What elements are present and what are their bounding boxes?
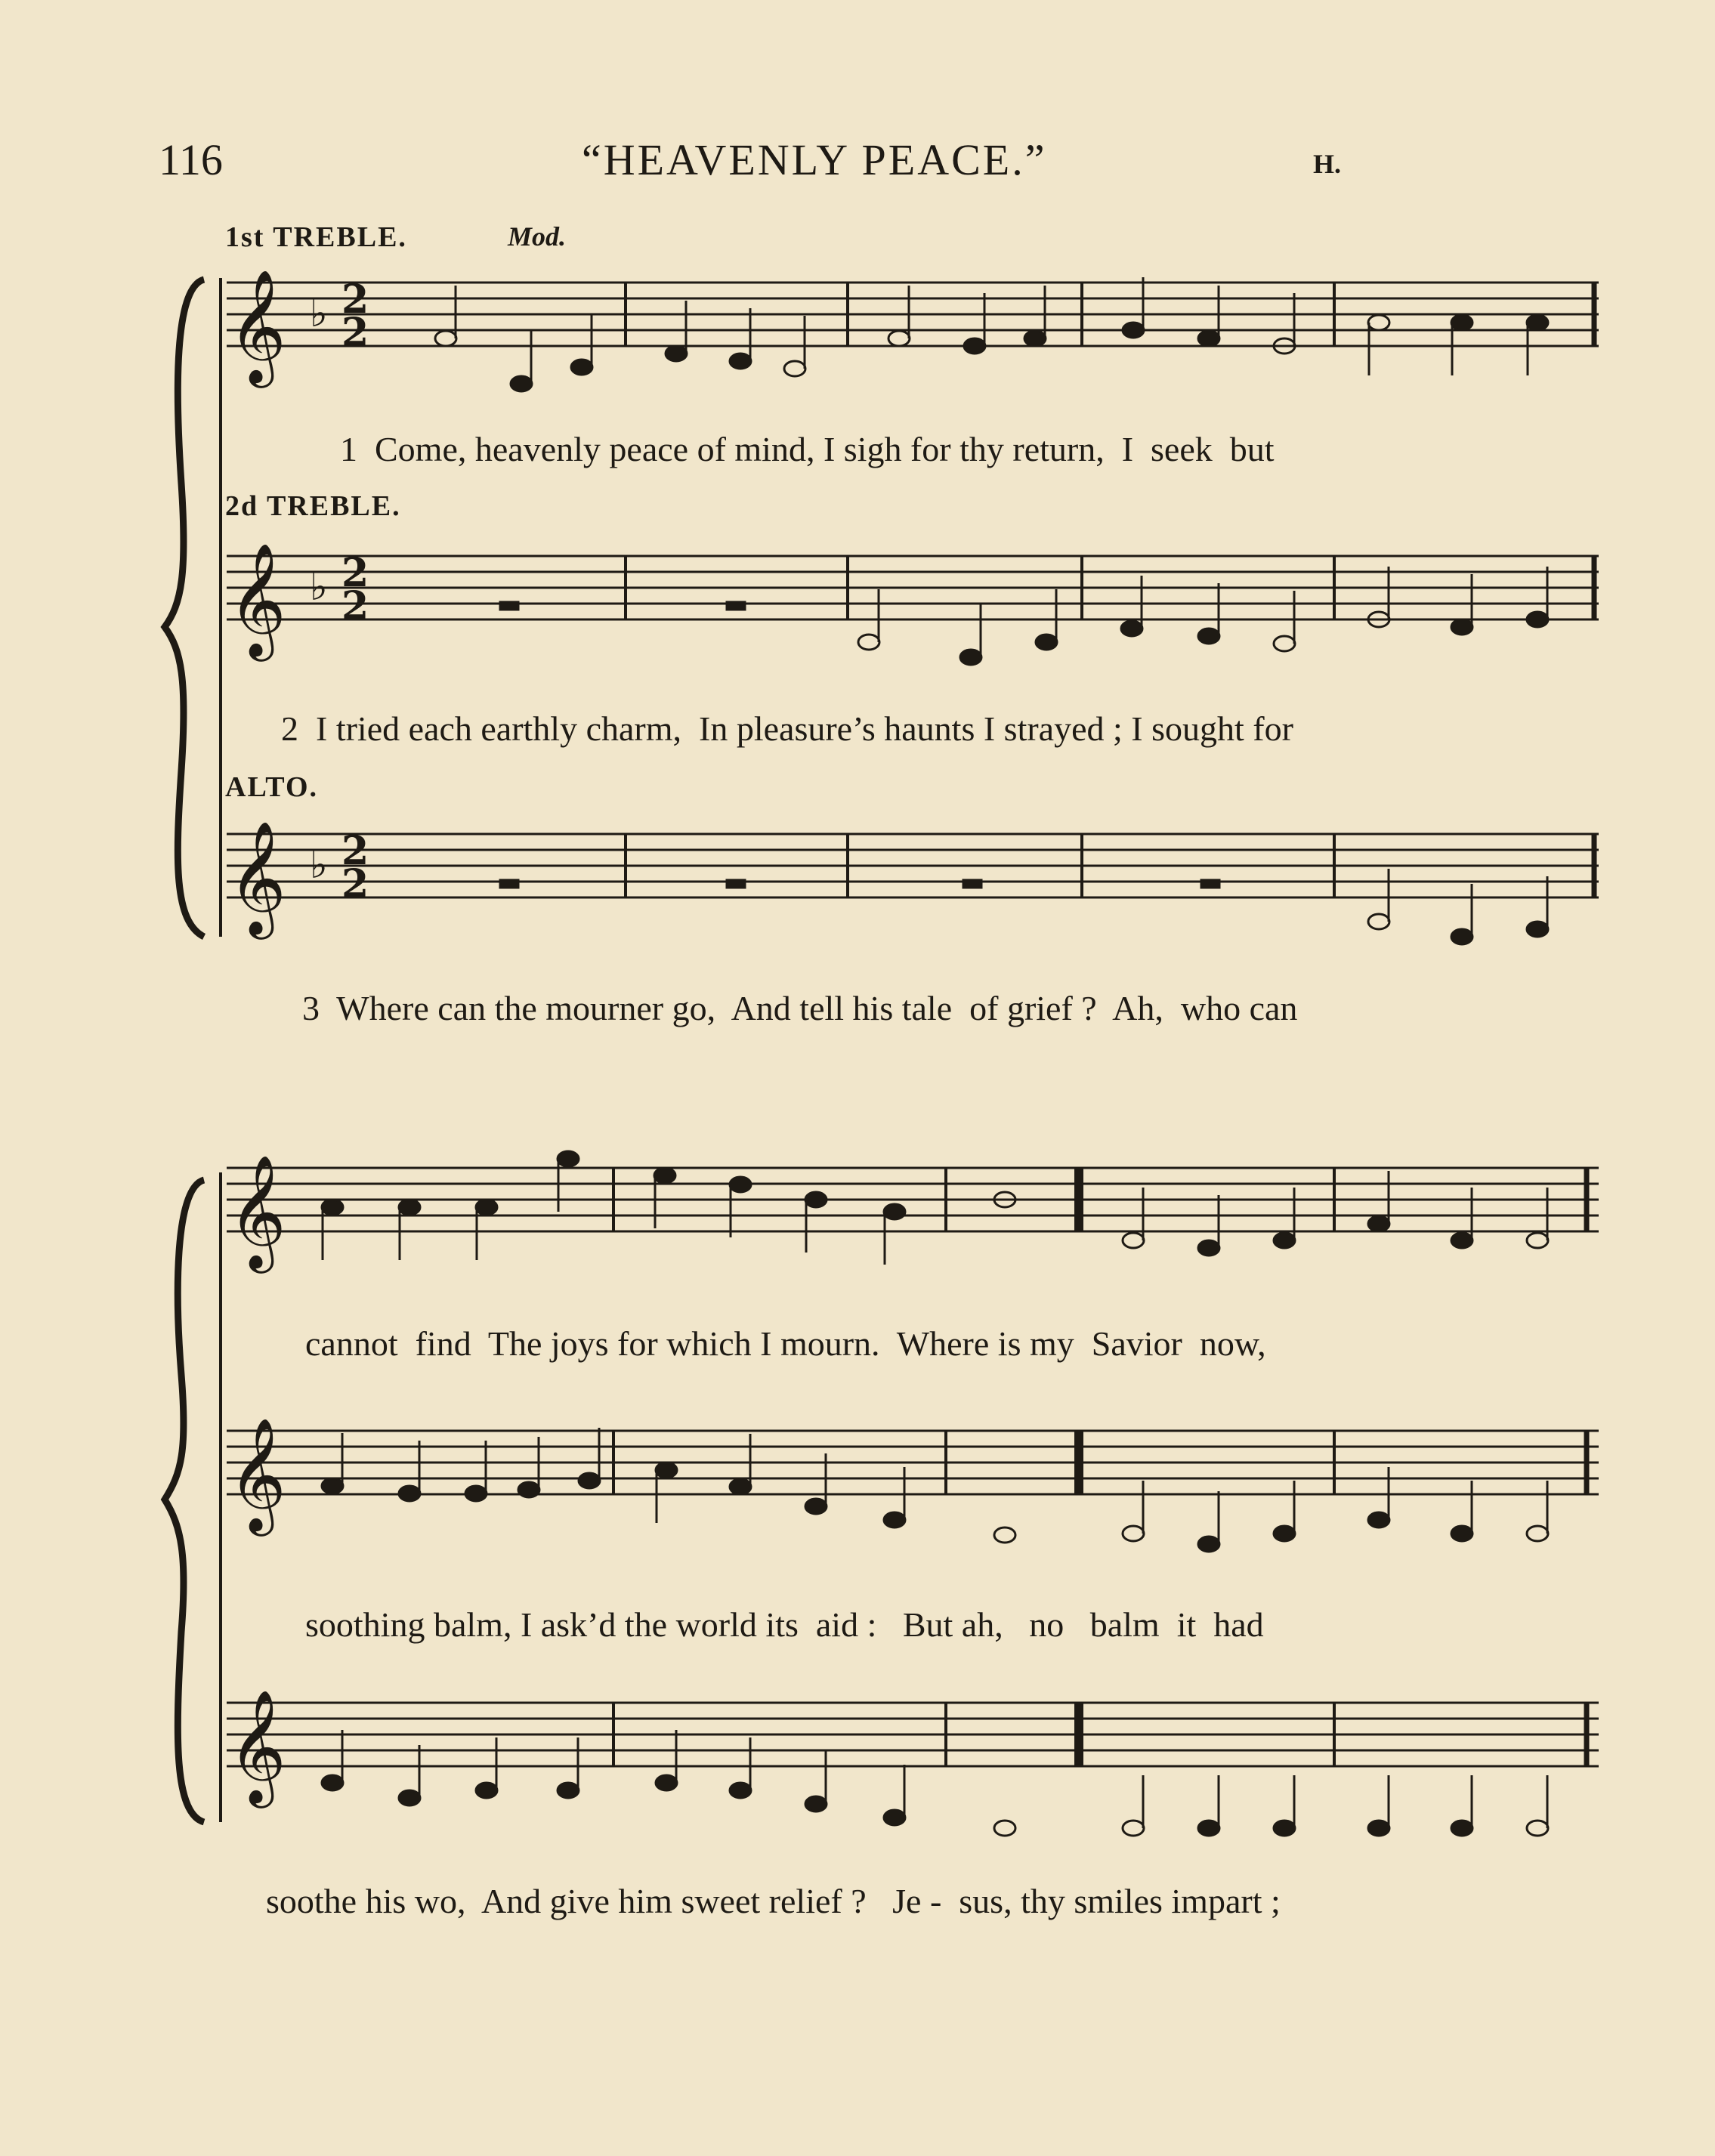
page-title: “HEAVENLY PEACE.”: [582, 135, 1047, 184]
half-rest-icon: [963, 880, 981, 888]
treble-clef-icon: [228, 1416, 286, 1537]
part-label-treble1: 1st TREBLE.: [225, 221, 407, 253]
svg-text:𝄞: 𝄞: [228, 542, 286, 656]
staff-system2-middle: [227, 1431, 1599, 1494]
note-heads-alto: [500, 869, 1548, 944]
staff-treble1: [227, 283, 1599, 346]
lyric-line-verse3-continued: soothe his wo, And give him sweet relief ? Je - sus, thy smiles impart ;: [266, 1882, 1281, 1920]
svg-text:♭: ♭: [310, 292, 328, 335]
treble-clef-icon: [228, 820, 286, 940]
composer-initial: H.: [1313, 149, 1342, 179]
treble-clef-icon: [228, 542, 286, 662]
page-number: 116: [159, 135, 223, 184]
svg-text:2: 2: [341, 310, 369, 356]
barlines-system2: [613, 1168, 1587, 1766]
note-heads-system2-bottom: [322, 1730, 1548, 1836]
system2-brace: [165, 1180, 204, 1822]
tempo-marking: Mod.: [508, 221, 567, 252]
svg-text:2: 2: [341, 550, 369, 596]
svg-text:2: 2: [341, 583, 369, 629]
lyric-line-verse2-continued: soothing balm, I ask’d the world its aid : But ah, no balm it had: [305, 1605, 1264, 1644]
treble-clef-icon: [228, 1154, 286, 1274]
svg-text:𝄞: 𝄞: [228, 1416, 286, 1531]
staff-treble2: [227, 556, 1599, 619]
staff-system2-bottom: [227, 1703, 1599, 1766]
time-signature-2-2: [341, 276, 369, 907]
lyric-line-verse1-continued: cannot find The joys for which I mourn. Where is my Savior now,: [305, 1324, 1266, 1363]
part-label-treble2: 2d TREBLE.: [225, 490, 401, 522]
treble-clef-icon: [228, 1688, 286, 1809]
svg-text:2: 2: [341, 828, 369, 874]
flat-key-signature-icon: [310, 292, 328, 887]
staff-alto: [227, 834, 1599, 897]
svg-text:𝄞: 𝄞: [228, 1688, 286, 1803]
svg-text:𝄞: 𝄞: [228, 1154, 286, 1268]
svg-text:♭: ♭: [310, 843, 328, 887]
half-rest-icon: [1201, 880, 1219, 888]
lyric-line-verse1: 1 Come, heavenly peace of mind, I sigh for thy return, I seek but: [340, 430, 1275, 468]
part-label-alto: ALTO.: [225, 771, 319, 803]
note-heads-treble1: [435, 277, 1548, 391]
svg-text:𝄞: 𝄞: [228, 268, 286, 383]
lyric-line-verse2: 2 I tried each earthly charm, In pleasure’s haunts I strayed ; I sought for: [281, 709, 1293, 748]
staff-system2-top: [227, 1168, 1599, 1231]
half-rest-icon: [500, 602, 518, 610]
half-rest-icon: [500, 880, 518, 888]
svg-text:♭: ♭: [310, 565, 328, 609]
svg-text:𝄞: 𝄞: [228, 820, 286, 934]
treble-clef-icon: [228, 268, 286, 388]
lyric-line-verse3: 3 Where can the mourner go, And tell his tale of grief ? Ah, who can: [302, 989, 1298, 1027]
barlines-system1: [626, 283, 1594, 897]
half-rest-icon: [727, 880, 745, 888]
svg-text:2: 2: [341, 276, 369, 323]
note-heads-treble2: [500, 567, 1548, 665]
notes-system1: [435, 277, 1548, 944]
system1-brace: [165, 280, 204, 937]
half-rest-icon: [727, 602, 745, 610]
svg-text:2: 2: [341, 861, 369, 907]
